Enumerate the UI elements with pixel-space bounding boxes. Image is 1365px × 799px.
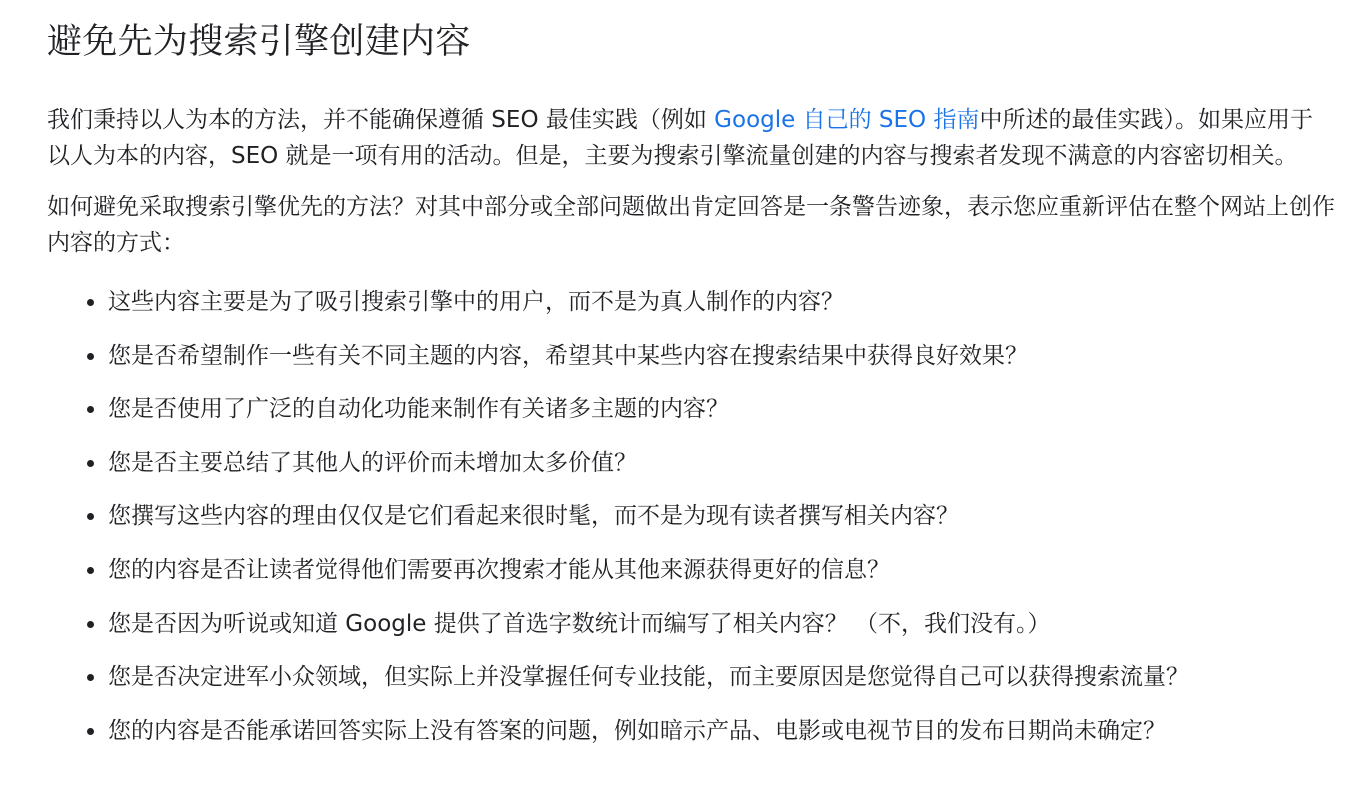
seo-guide-link[interactable]: Google 自己的 SEO 指南 — [714, 107, 980, 133]
list-item-text: 您是否因为听说或知道 Google 提供了首选字数统计而编写了相关内容？ （不，我们没有。） — [108, 610, 1051, 637]
list-item-text: 您是否决定进军小众领域，但实际上并没掌握任何专业技能，而主要原因是您觉得自己可以获得搜索流量？ — [108, 664, 1189, 691]
bullet-icon — [87, 674, 94, 681]
bullet-icon — [87, 513, 94, 520]
list-item — [47, 498, 1335, 534]
intro-paragraph — [47, 102, 1335, 174]
list-item — [47, 284, 1335, 320]
list-item-text: 您的内容是否能承诺回答实际上没有答案的问题，例如暗示产品、电影或电视节目的发布日期尚未确定？ — [108, 717, 1166, 744]
question-list — [47, 284, 1335, 749]
intro-text-before-link: 我们秉持以人为本的方法，并不能确保遵循 SEO 最佳实践（例如 — [47, 107, 715, 133]
bullet-icon — [87, 567, 94, 574]
list-item-text: 您是否希望制作一些有关不同主题的内容，希望其中某些内容在搜索结果中获得良好效果？ — [108, 342, 1028, 369]
bullet-icon — [87, 621, 94, 628]
list-item-text: 您是否使用了广泛的自动化功能来制作有关诸多主题的内容？ — [108, 396, 729, 423]
list-item — [47, 391, 1335, 427]
bullet-icon — [87, 299, 94, 306]
list-item-text: 您撰写这些内容的理由仅仅是它们看起来很时髦，而不是为现有读者撰写相关内容？ — [108, 503, 959, 530]
list-item — [47, 606, 1335, 642]
intro-text-after-link: 中所述的最佳实践）。如果应用于以人为本的内容，SEO 就是一项有用的活动。但是，主要为搜索引擎流量创建的内容与搜索者发现不满意的内容密切相关。 — [47, 107, 1313, 169]
list-item-text: 您是否主要总结了其他人的评价而未增加太多价值？ — [108, 449, 637, 476]
bullet-icon — [87, 353, 94, 360]
list-item — [47, 552, 1335, 588]
question-intro-paragraph: 如何避免采取搜索引擎优先的方法？对其中部分或全部问题做出肯定回答是一条警告迹象，表示您应重新评估在整个网站上创作内容的方式： — [47, 194, 1335, 256]
bullet-icon — [87, 406, 94, 413]
list-item — [47, 713, 1335, 749]
section-heading: 避免先为搜索引擎创建内容 — [47, 22, 471, 62]
list-item-text: 这些内容主要是为了吸引搜索引擎中的用户，而不是为真人制作的内容？ — [108, 289, 844, 315]
bullet-icon — [87, 728, 94, 735]
list-item — [47, 445, 1335, 481]
bullet-icon — [87, 460, 94, 467]
list-item — [47, 338, 1335, 374]
list-item-text: 您的内容是否让读者觉得他们需要再次搜索才能从其他来源获得更好的信息？ — [108, 556, 890, 583]
list-item — [47, 659, 1335, 695]
